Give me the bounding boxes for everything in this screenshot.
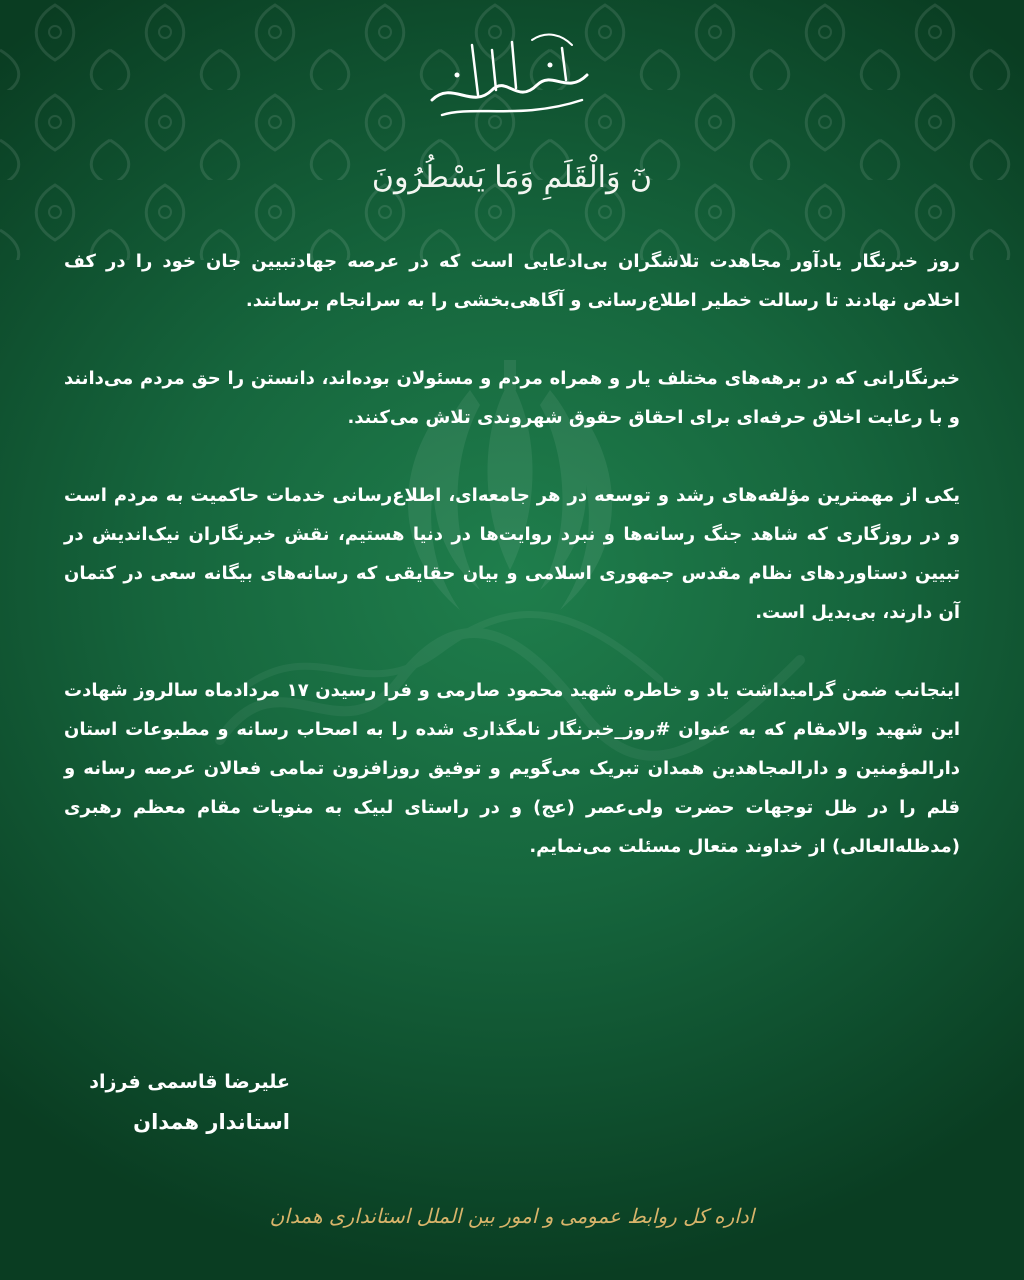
message-body [64, 242, 960, 866]
paragraph-4: اینجانب ضمن گرامیداشت یاد و خاطره شهید محمود صارمی و فرا رسیدن ۱۷ مردادماه سالروز شهادت این شهید والامقام که به عنوان #روز_خبرنگار نامگذاری شده را به اصحاب رسانه و مطبوعات استان دارالمؤمنین و دارالمجاهدین همدان تبریک می‌گویم و توفیق روزافزون تمامی فعالان عرصه رسانه و قلم را در ظل توجهات حضرت ولی‌عصر (عج) و در راستای لبیک به منویات مقام معظم رهبری (مدظله‌العالی) از خداوند متعال مسئلت می‌نمایم. [64, 680, 961, 857]
signature-block [70, 1064, 290, 1144]
signatory-title: استاندار همدان [133, 1110, 290, 1134]
quran-verse: نٓ وَالْقَلَمِ وَمَا يَسْطُرُونَ [371, 160, 653, 195]
paragraph-2: خبرنگارانی که در برهه‌های مختلف یار و همراه مردم و مسئولان بوده‌اند، دانستن را حق مردم می‌دانند و با رعایت اخلاق حرفه‌ای برای احقاق حقوق شهروندی تلاش می‌کنند. [64, 368, 960, 428]
paragraph-1: روز خبرنگار یادآور مجاهدت تلاشگران بی‌ادعایی است که در عرصه جهادتبیین جان خود را در کف اخلاص نهادند تا رسالت خطیر اطلاع‌رسانی و آگاهی‌بخشی را به سرانجام برسانند. [64, 251, 960, 311]
bismillah-calligraphy [412, 20, 612, 130]
paragraph-3: یکی از مهمترین مؤلفه‌های رشد و توسعه در هر جامعه‌ای، اطلاع‌رسانی خدمات حاکمیت به مردم است و در روزگاری که شاهد جنگ رسانه‌ها و نبرد روایت‌ها در دنیا هستیم، نقش خبرنگاران نیک‌اندیش در تبیین دستاوردهای نظام مقدس جمهوری اسلامی و بیان حقایقی که رسانه‌های بیگانه سعی در کتمان آن دارند، بی‌بدیل است. [64, 485, 960, 623]
signatory-name: علیرضا قاسمی فرزاد [89, 1071, 290, 1093]
footer-organization: اداره کل روابط عمومی و امور بین الملل استانداری همدان [269, 1204, 755, 1228]
